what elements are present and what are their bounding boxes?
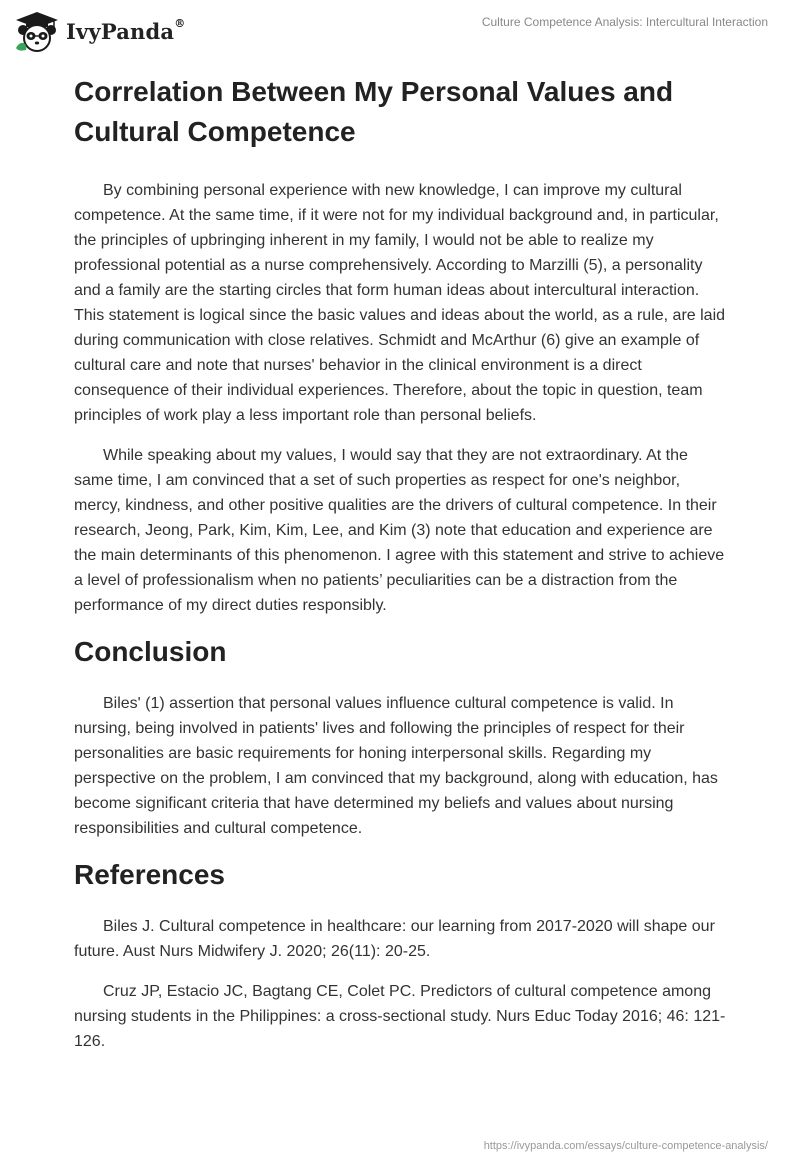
panda-logo-icon [14, 10, 60, 52]
paragraph: While speaking about my values, I would say that they are not extraordinary. At the same time, I am convinced that a set of such properties as respect for one's neighbor, mercy, kindness, and other positive qualities are the drivers of cultural competence. In their research, Jeong, Park, Kim, Kim, Lee, and Kim (3) note that education and experience are the main determinants of this phenomenon. I agree with this statement and strive to achieve a level of professionalism when no patients’ peculiarities can be a distraction from the performance of my direct duties responsibly. [74, 447, 725, 614]
reference-item: Biles J. Cultural competence in healthcare: our learning from 2017-2020 will shape our future. Aust Nurs Midwifery J. 2020; 26(11): 20-25. [74, 918, 715, 960]
paragraph: Biles' (1) assertion that personal values influence cultural competence is valid. In nursing, being involved in patients' lives and following the principles of respect for their personalities are basic requirements for honing interpersonal skills. Regarding my perspective on the problem, I am convinced that my background, along with education, has become significant criteria that have determined my beliefs and values about nursing responsibilities and cultural competence. [74, 695, 718, 837]
reference-item: Cruz JP, Estacio JC, Bagtang CE, Colet PC. Predictors of cultural competence among nursing students in the Philippines: a cross-sectional study. Nurs Educ Today 2016; 46: 121-126. [74, 983, 726, 1050]
document-title: Culture Competence Analysis: Intercultural Interaction [481, 15, 768, 29]
section-heading-correlation: Correlation Between My Personal Values and Cultural Competence [74, 76, 674, 147]
brand-name: IvyPanda® [66, 16, 186, 44]
logo[interactable] [14, 8, 214, 54]
paragraph: By combining personal experience with new knowledge, I can improve my cultural competence. At the same time, if it were not for my individual background and, in particular, the principles of upbringing inherent in my family, I would not be able to realize my professional potential as a nurse comprehensively. According to Marzilli (5), a personality and a family are the starting circles that form human ideas about intercultural interaction. This statement is logical since the basic values and ideas about the world, as a rule, are laid during communication with close relatives. Schmidt and McArthur (6) give an example of cultural care and note that nurses' behavior in the clinical environment is a direct consequence of their individual experiences. Therefore, about the topic in question, team principles of work play a less important role than personal beliefs. [74, 182, 726, 424]
essay-content [74, 72, 726, 1069]
page-header [0, 0, 800, 62]
section-heading-references: References [74, 859, 225, 890]
section-heading-conclusion: Conclusion [74, 636, 227, 667]
source-url[interactable]: https://ivypanda.com/essays/culture-competence-analysis/ [483, 1140, 768, 1152]
